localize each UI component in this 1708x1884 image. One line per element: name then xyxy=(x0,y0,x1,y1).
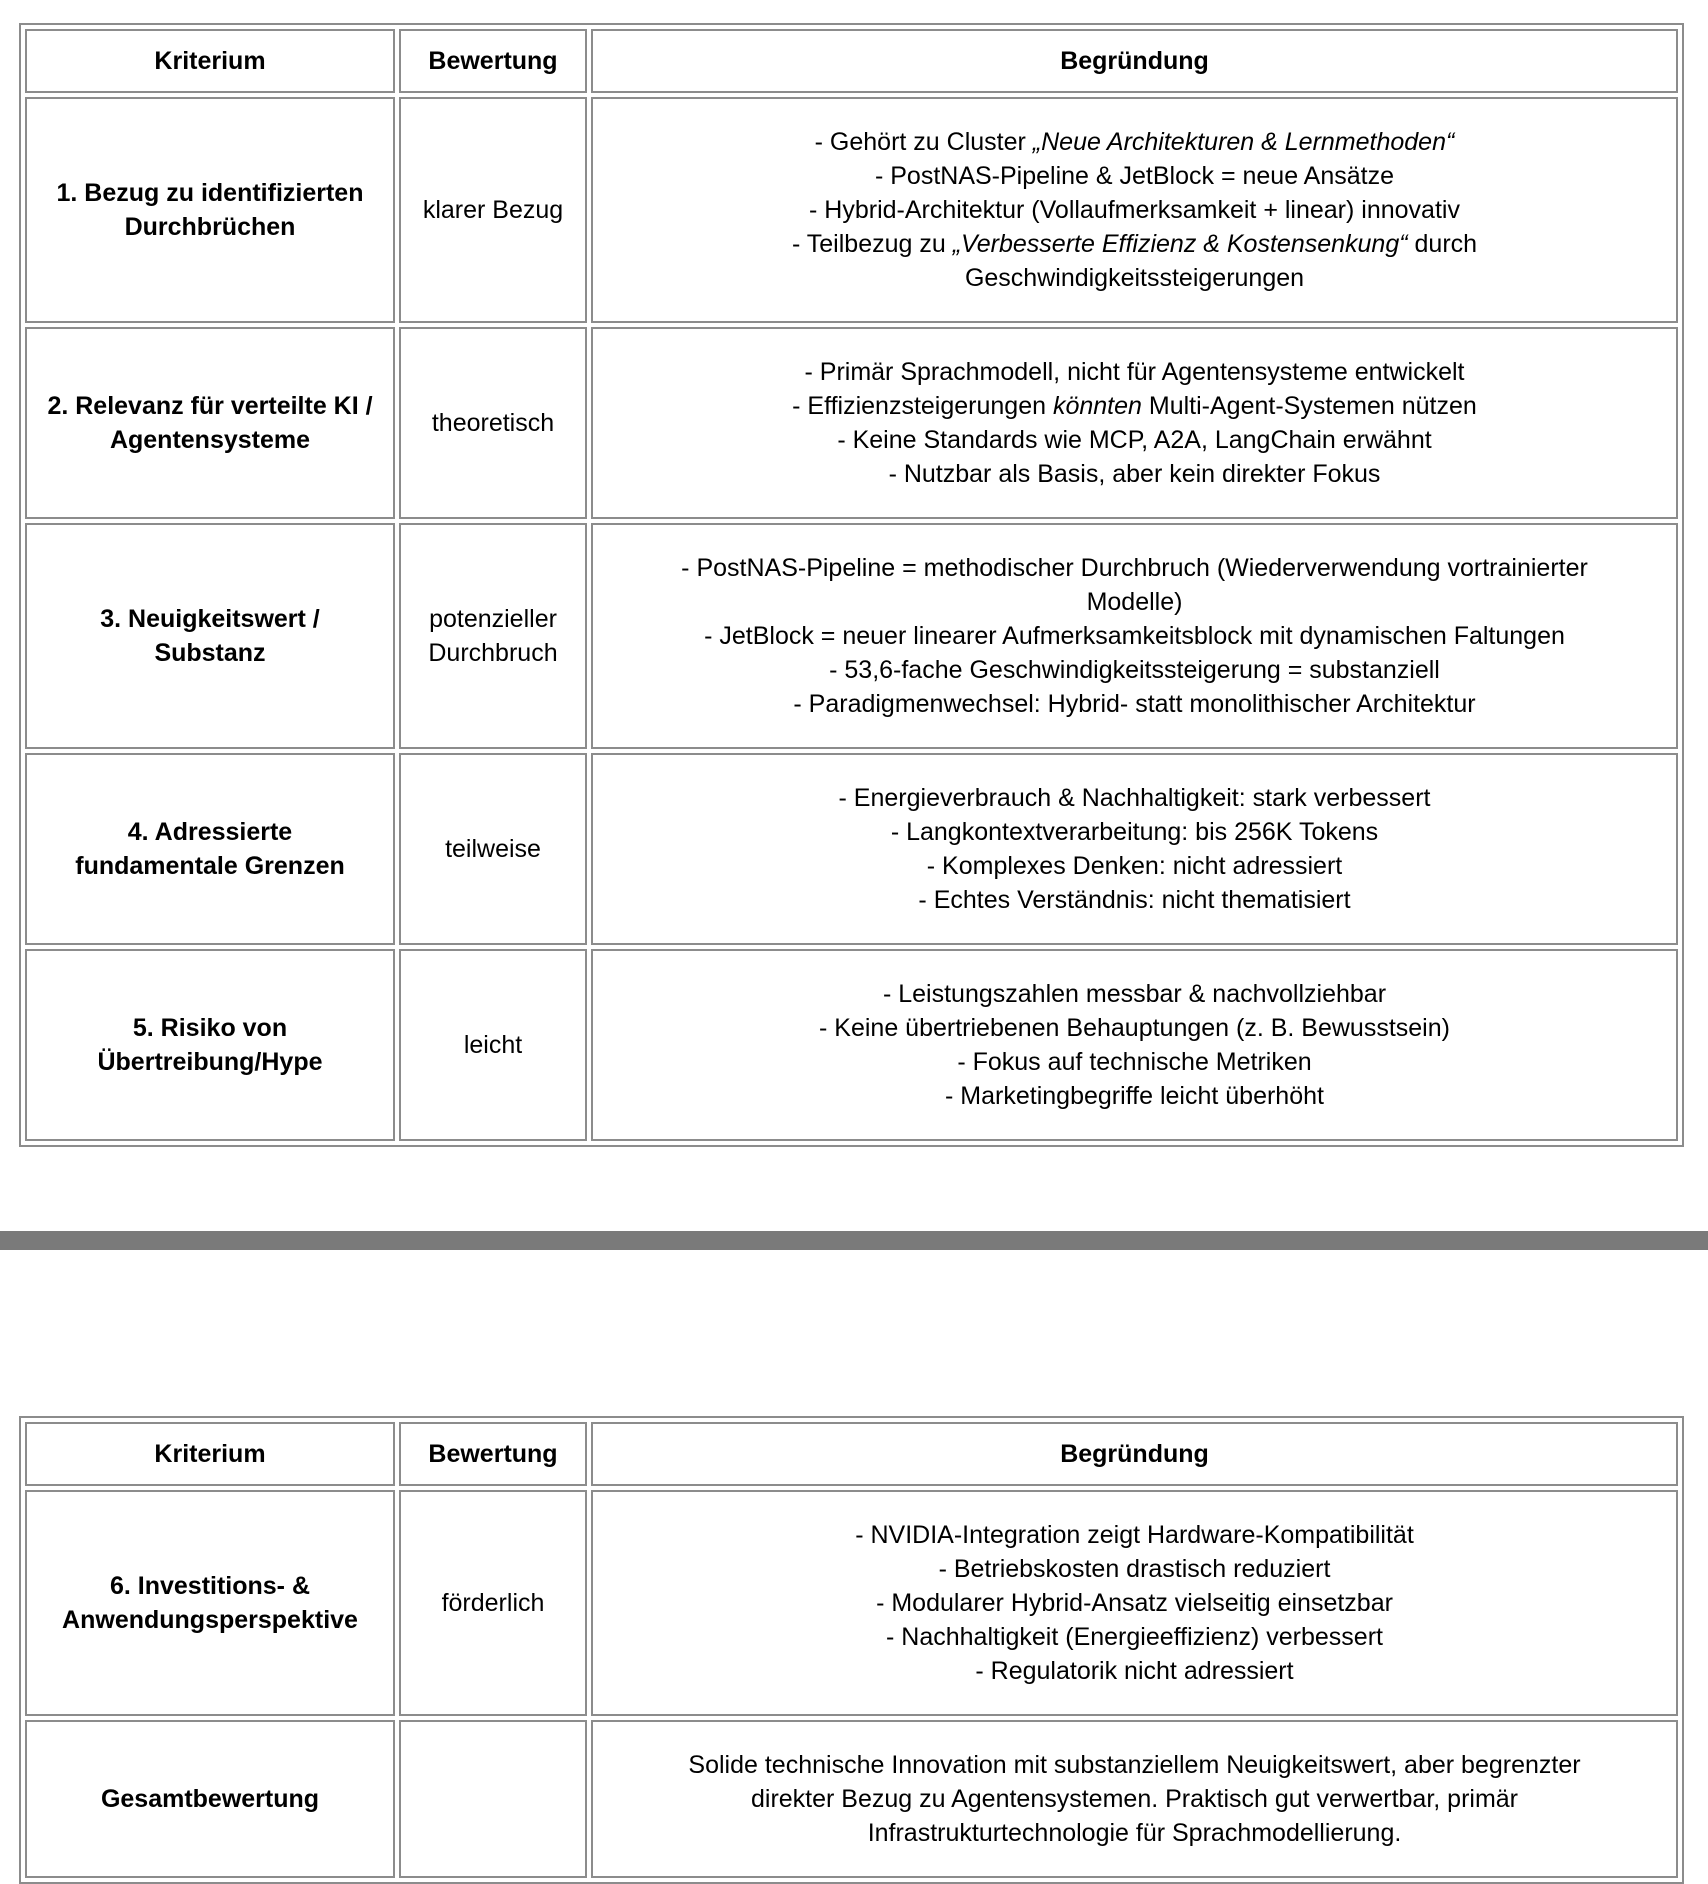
text-segment: - Leistungszahlen messbar & nachvollziehbar xyxy=(882,980,1387,1008)
reasoning-cell xyxy=(591,753,1678,945)
rating-cell xyxy=(399,753,587,945)
reasoning-line xyxy=(603,1045,1666,1079)
rating-cell xyxy=(399,1490,587,1716)
cell-line: förderlich xyxy=(441,1589,545,1617)
reasoning-line xyxy=(603,1518,1666,1552)
cell-line: Anwendungsperspektive xyxy=(62,1606,358,1634)
text-segment: - 53,6-fache Geschwindigkeitssteigerung = substanziell xyxy=(829,656,1440,684)
criterion-cell xyxy=(25,327,395,519)
cell-line: 6. Investitions- & xyxy=(109,1572,311,1600)
rating-cell xyxy=(399,949,587,1141)
emphasis-text: „Verbesserte Effizienz & Kostensenkung“ xyxy=(952,230,1408,258)
text-segment: - Fokus auf technische Metriken xyxy=(957,1048,1312,1076)
reasoning-line xyxy=(603,1748,1666,1782)
emphasis-text: könnten xyxy=(1052,392,1142,420)
reasoning-line xyxy=(603,1586,1666,1620)
cell-line: fundamentale Grenzen xyxy=(75,852,345,880)
evaluation-table-1 xyxy=(19,23,1684,1147)
reasoning-line xyxy=(603,1552,1666,1586)
reasoning-line xyxy=(603,227,1666,261)
table-row xyxy=(25,1720,1678,1878)
reasoning-line xyxy=(603,551,1666,585)
reasoning-line xyxy=(603,883,1666,917)
text-segment: durch xyxy=(1407,230,1478,258)
cell-line: leicht xyxy=(463,1031,523,1059)
text-segment: - Marketingbegriffe leicht überhöht xyxy=(945,1082,1324,1110)
criterion-cell xyxy=(25,97,395,323)
text-segment: - Hybrid-Architektur (Vollaufmerksamkeit + linear) innovativ xyxy=(809,196,1460,224)
text-segment: Geschwindigkeitssteigerungen xyxy=(964,264,1305,292)
text-segment: direkter Bezug zu Agentensystemen. Praktisch gut verwertbar, primär xyxy=(750,1785,1519,1813)
text-segment: - Primär Sprachmodell, nicht für Agentensysteme entwickelt xyxy=(804,358,1465,386)
header-reasoning: Begründung xyxy=(591,29,1678,93)
text-segment: - Betriebskosten drastisch reduziert xyxy=(938,1555,1331,1583)
reasoning-line xyxy=(603,423,1666,457)
reasoning-cell xyxy=(591,523,1678,749)
reasoning-line xyxy=(603,1816,1666,1850)
text-segment: - PostNAS-Pipeline & JetBlock = neue Ansätze xyxy=(874,162,1395,190)
cell-line: klarer Bezug xyxy=(422,196,564,224)
reasoning-line xyxy=(603,1011,1666,1045)
text-segment: - Teilbezug zu xyxy=(791,230,953,258)
cell-line: Agentensysteme xyxy=(109,426,311,454)
emphasis-text: „Neue Architekturen & Lernmethoden“ xyxy=(1032,128,1455,156)
header-rating: Bewertung xyxy=(399,29,587,93)
text-segment: - Modularer Hybrid-Ansatz vielseitig einsetzbar xyxy=(876,1589,1393,1617)
cell-line: theoretisch xyxy=(431,409,555,437)
reasoning-cell xyxy=(591,949,1678,1141)
reasoning-line xyxy=(603,849,1666,883)
text-segment: - Energieverbrauch & Nachhaltigkeit: stark verbessert xyxy=(838,784,1431,812)
text-segment: - Keine Standards wie MCP, A2A, LangChain erwähnt xyxy=(837,426,1432,454)
cell-line: Substanz xyxy=(154,639,266,667)
reasoning-line xyxy=(603,159,1666,193)
cell-line: 3. Neuigkeitswert / xyxy=(100,605,320,633)
reasoning-line xyxy=(603,1654,1666,1688)
rating-cell xyxy=(399,523,587,749)
reasoning-line xyxy=(603,125,1666,159)
text-segment: - Nachhaltigkeit (Energieeffizienz) verbessert xyxy=(886,1623,1383,1651)
cell-line: 1. Bezug zu identifizierten xyxy=(56,179,364,207)
cell-line: Durchbrüchen xyxy=(124,213,296,241)
reasoning-line xyxy=(603,355,1666,389)
text-segment: - Keine übertriebenen Behauptungen (z. B. Bewusstsein) xyxy=(819,1014,1450,1042)
text-segment: - PostNAS-Pipeline = methodischer Durchbruch (Wiederverwendung vortrainierter xyxy=(681,554,1588,582)
cell-line: Gesamtbewertung xyxy=(100,1785,320,1813)
text-segment: Infrastrukturtechnologie für Sprachmodellierung. xyxy=(867,1819,1402,1847)
reasoning-line xyxy=(603,977,1666,1011)
reasoning-line xyxy=(603,457,1666,491)
reasoning-cell xyxy=(591,1720,1678,1878)
reasoning-line xyxy=(603,261,1666,295)
rating-cell xyxy=(399,327,587,519)
reasoning-line xyxy=(603,1079,1666,1113)
text-segment: Modelle) xyxy=(1086,588,1183,616)
reasoning-line xyxy=(603,585,1666,619)
criterion-cell xyxy=(25,1720,395,1878)
text-segment: - Regulatorik nicht adressiert xyxy=(975,1657,1294,1685)
reasoning-line xyxy=(603,193,1666,227)
text-segment: Multi-Agent-Systemen nützen xyxy=(1141,392,1477,420)
section-divider xyxy=(0,1231,1708,1250)
text-segment: - Nutzbar als Basis, aber kein direkter Fokus xyxy=(888,460,1381,488)
header-row xyxy=(25,29,1678,93)
header-row xyxy=(25,1422,1678,1486)
reasoning-cell xyxy=(591,327,1678,519)
header-reasoning: Begründung xyxy=(591,1422,1678,1486)
criterion-cell xyxy=(25,949,395,1141)
reasoning-line xyxy=(603,687,1666,721)
reasoning-line xyxy=(603,1782,1666,1816)
text-segment: Solide technische Innovation mit substanziellem Neuigkeitswert, aber begrenzter xyxy=(688,1751,1581,1779)
table-row xyxy=(25,1490,1678,1716)
header-rating: Bewertung xyxy=(399,1422,587,1486)
cell-line: 4. Adressierte xyxy=(127,818,293,846)
table-row xyxy=(25,97,1678,323)
criterion-cell xyxy=(25,753,395,945)
text-segment: - JetBlock = neuer linearer Aufmerksamkeitsblock mit dynamischen Faltungen xyxy=(704,622,1565,650)
text-segment: - Komplexes Denken: nicht adressiert xyxy=(926,852,1343,880)
text-segment: - Echtes Verständnis: nicht thematisiert xyxy=(918,886,1351,914)
criterion-cell xyxy=(25,523,395,749)
reasoning-line xyxy=(603,653,1666,687)
text-segment: - Effizienzsteigerungen xyxy=(792,392,1053,420)
reasoning-cell xyxy=(591,1490,1678,1716)
cell-line: 5. Risiko von xyxy=(132,1014,288,1042)
cell-line: Übertreibung/Hype xyxy=(97,1048,323,1076)
cell-line: 2. Relevanz für verteilte KI / xyxy=(47,392,373,420)
reasoning-cell xyxy=(591,97,1678,323)
text-segment: - Gehört zu Cluster xyxy=(814,128,1033,156)
reasoning-line xyxy=(603,1620,1666,1654)
cell-line: Durchbruch xyxy=(428,639,558,667)
rating-cell xyxy=(399,1720,587,1878)
criterion-cell xyxy=(25,1490,395,1716)
cell-line: potenzieller xyxy=(429,605,557,633)
text-segment: - NVIDIA-Integration zeigt Hardware-Kompatibilität xyxy=(855,1521,1414,1549)
evaluation-table-2 xyxy=(19,1416,1684,1884)
reasoning-line xyxy=(603,781,1666,815)
cell-line: teilweise xyxy=(445,835,541,863)
header-criterion: Kriterium xyxy=(25,29,395,93)
table-row xyxy=(25,949,1678,1141)
table-row xyxy=(25,523,1678,749)
reasoning-line xyxy=(603,389,1666,423)
table-row xyxy=(25,327,1678,519)
rating-cell xyxy=(399,97,587,323)
table-row xyxy=(25,753,1678,945)
reasoning-line xyxy=(603,619,1666,653)
header-criterion: Kriterium xyxy=(25,1422,395,1486)
reasoning-line xyxy=(603,815,1666,849)
text-segment: - Paradigmenwechsel: Hybrid- statt monolithischer Architektur xyxy=(793,690,1476,718)
text-segment: - Langkontextverarbeitung: bis 256K Tokens xyxy=(890,818,1379,846)
